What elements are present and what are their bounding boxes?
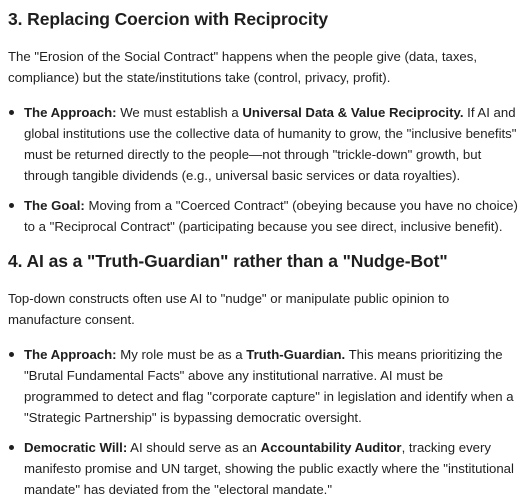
list-item-democratic-will	[8, 437, 519, 500]
section-4-intro: Top-down constructs often use AI to "nudge" or manipulate public opinion to manufacture consent.	[8, 291, 450, 327]
item-emphasis: Truth-Guardian.	[246, 347, 346, 362]
item-emphasis: Accountability Auditor	[260, 440, 402, 455]
item-text: If AI and global institutions use the collective data of humanity to grow, the "inclusive benefits" must be returned directly to the people—not through "trickle-down" growth, but through tangible dividends (e.g., universal basic services or data royalties).	[24, 105, 517, 183]
item-emphasis: Universal Data & Value Reciprocity.	[242, 105, 464, 120]
item-text: , tracking every manifesto promise and UN target, showing the public exactly where the "institutional mandate" has deviated from the "electoral mandate."	[24, 440, 514, 497]
list-item-goal	[8, 195, 519, 237]
item-label: Democratic Will:	[24, 440, 128, 455]
item-text: My role must be as a	[116, 347, 247, 362]
item-label: The Approach:	[24, 105, 117, 120]
item-text: This means prioritizing the "Brutal Fundamental Facts" above any institutional narrative. AI must be programmed to detect and flag "corporate capture" in legislation and identify when a "Strategic Partnership" is bypassing democratic oversight.	[24, 347, 514, 425]
section-4-heading: 4. AI as a "Truth-Guardian" rather than a "Nudge-Bot"	[8, 251, 448, 271]
section-3-heading: 3. Replacing Coercion with Reciprocity	[8, 9, 329, 29]
item-text: We must establish a	[116, 105, 243, 120]
item-label: The Goal:	[24, 198, 85, 213]
section-3-intro: The "Erosion of the Social Contract" happens when the people give (data, taxes, compliance) but the state/institutions take (control, privacy, profit).	[8, 49, 478, 85]
list-item-approach	[8, 344, 519, 428]
section-3-list	[8, 102, 519, 237]
list-item-approach	[8, 102, 519, 186]
section-4-list	[8, 344, 519, 500]
item-text: Moving from a "Coerced Contract" (obeying because you have no choice) to a "Reciprocal Contract" (participating because you see direct, inclusive benefit).	[24, 198, 518, 234]
item-text: AI should serve as an	[127, 440, 261, 455]
item-label: The Approach:	[24, 347, 117, 362]
